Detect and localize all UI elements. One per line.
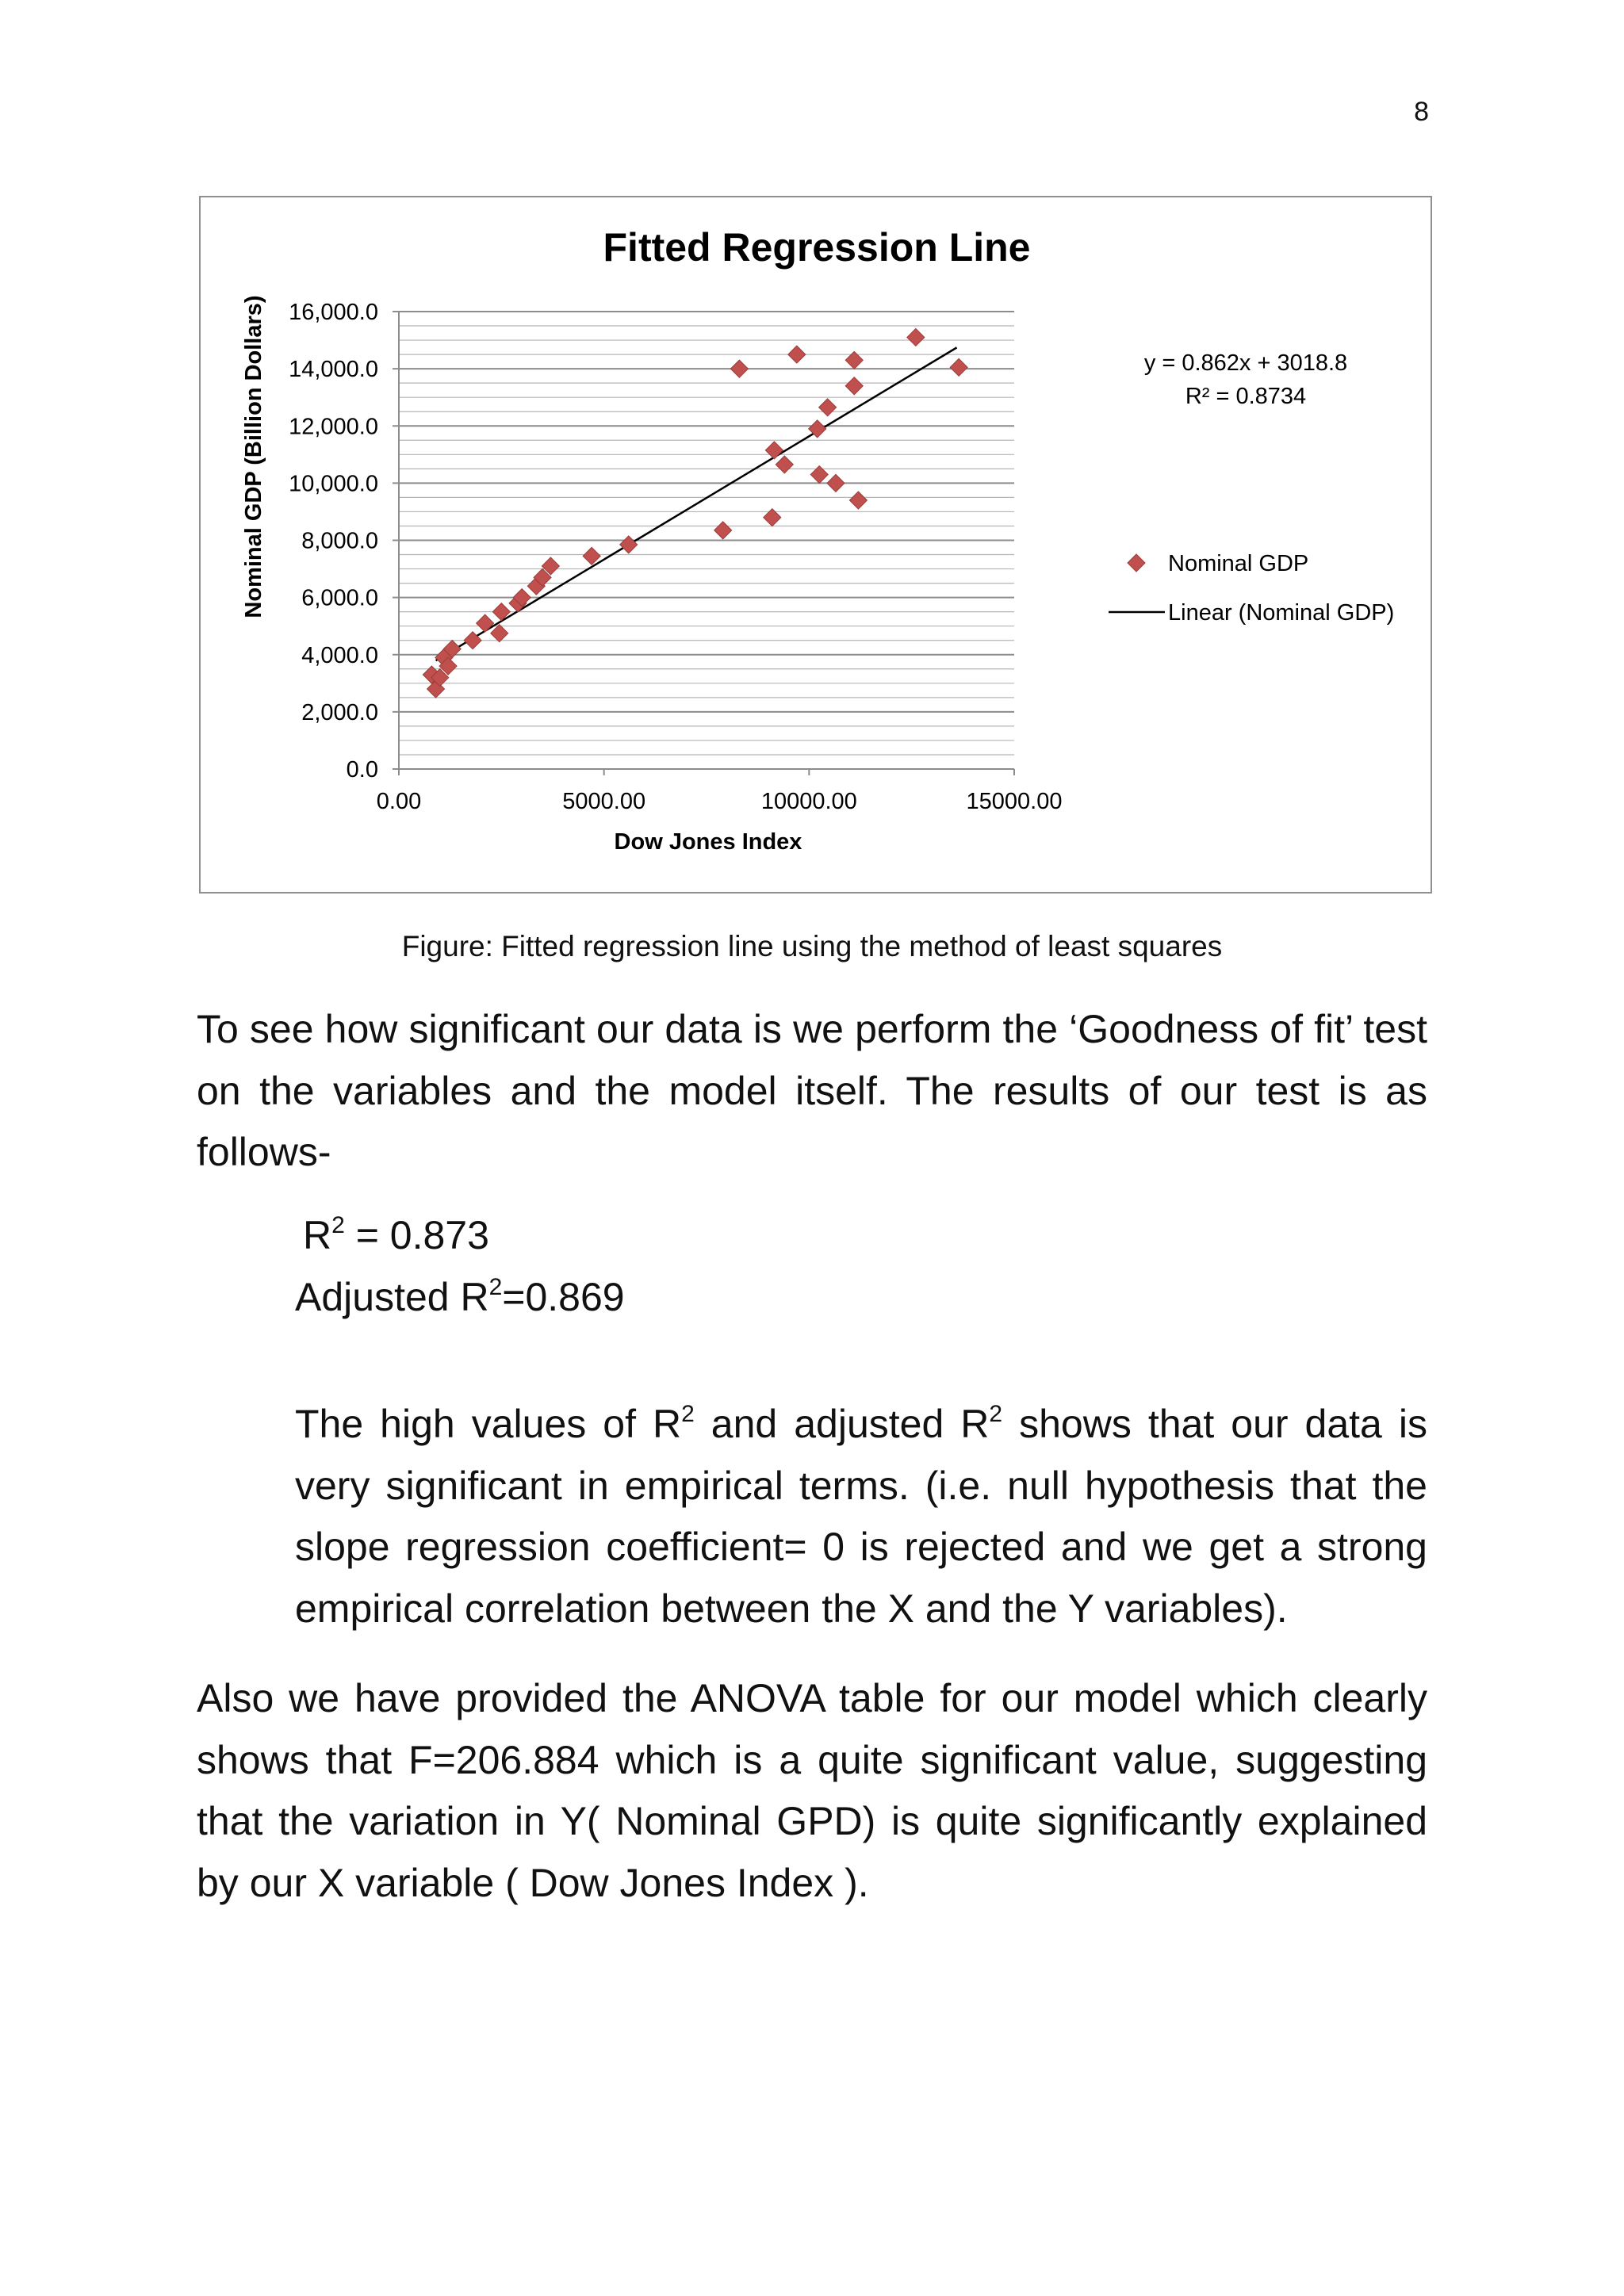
axes <box>393 312 1014 775</box>
adjusted-r-squared-value: =0.869 <box>502 1275 625 1319</box>
data-point <box>714 522 732 539</box>
legend <box>1109 551 1394 626</box>
data-point <box>845 377 863 395</box>
legend-marker-diamond <box>1128 554 1145 572</box>
trendline <box>436 347 957 660</box>
superscript: 2 <box>331 1212 345 1238</box>
data-point <box>827 474 845 492</box>
r-squared-result <box>303 1212 489 1258</box>
paragraph-text-last-line: follows- <box>197 1130 331 1174</box>
superscript: 2 <box>989 1401 1003 1427</box>
data-point <box>907 328 925 346</box>
y-tick-label: 14,000.0 <box>289 357 378 383</box>
paragraph-goodness-of-fit <box>197 999 1427 1184</box>
data-point <box>477 614 494 632</box>
data-points <box>423 328 967 698</box>
x-axis-label: Dow Jones Index <box>614 829 802 855</box>
paragraph-interpretation <box>295 1394 1427 1640</box>
paragraph-text-last-line: empirical correlation between the X and the Y variables). <box>295 1586 1288 1631</box>
superscript: 2 <box>681 1401 695 1427</box>
data-point <box>730 360 748 377</box>
paragraph-text: and adjusted R <box>694 1402 990 1446</box>
data-point <box>788 346 806 363</box>
chart-frame <box>199 196 1432 894</box>
paragraph-text-last-line: by our X variable ( Dow Jones Index ). <box>197 1860 869 1905</box>
x-tick-label: 5000.00 <box>562 789 646 814</box>
trendline-r-squared: R² = 0.8734 <box>1185 384 1307 409</box>
y-tick-label: 12,000.0 <box>289 414 378 440</box>
paragraph-text: To see how significant our data is we perform the ‘Goodness of fit’ test on the variables and the model itself. The results of our test is as <box>197 1007 1427 1113</box>
gridlines <box>399 312 1014 755</box>
data-point <box>620 536 638 553</box>
figure-caption: Figure: Fitted regression line using the method of least squares <box>401 930 1223 962</box>
x-tick-label: 0.00 <box>376 789 422 814</box>
paragraph-text: shows that our data is very significant in empirical terms. (i.e. null hypothesis that the slope regression coefficient= 0 is rejected and we get a strong <box>295 1402 1427 1569</box>
y-tick-label: 8,000.0 <box>301 528 378 554</box>
paragraph-text: Also we have provided the ANOVA table for our model which clearly shows that F=206.884 which is a quite significant value, suggesting that the variation in Y( Nominal GPD) is quite significantly explained <box>197 1676 1427 1843</box>
data-point <box>849 492 867 509</box>
adjusted-r-squared-result <box>295 1274 625 1320</box>
adjusted-r-squared-symbol: Adjusted R <box>295 1275 489 1319</box>
scatter-chart <box>201 197 1434 895</box>
y-tick-label: 2,000.0 <box>301 699 378 725</box>
data-point <box>776 456 793 473</box>
paragraph-text: The high values of R <box>295 1402 682 1446</box>
tick-labels <box>289 300 1062 814</box>
superscript: 2 <box>488 1274 503 1300</box>
y-axis-label: Nominal GDP (Billion Dollars) <box>241 295 266 618</box>
page-number: 8 <box>1414 97 1429 127</box>
y-tick-label: 16,000.0 <box>289 300 378 325</box>
y-tick-label: 10,000.0 <box>289 471 378 497</box>
y-tick-label: 6,000.0 <box>301 585 378 611</box>
trendline-equation: y = 0.862x + 3018.8 <box>1143 350 1348 376</box>
r-squared-symbol: R <box>303 1213 332 1257</box>
data-point <box>819 399 837 416</box>
data-point <box>765 442 783 459</box>
y-tick-label: 4,000.0 <box>301 642 378 668</box>
chart-title: Fitted Regression Line <box>603 225 1031 270</box>
x-tick-label: 10000.00 <box>760 789 857 814</box>
r-squared-value: = 0.873 <box>344 1213 489 1257</box>
x-tick-label: 15000.00 <box>966 789 1063 814</box>
y-tick-label: 0.0 <box>346 757 378 783</box>
data-point <box>950 358 967 376</box>
legend-label-linear: Linear (Nominal GDP) <box>1168 600 1395 626</box>
paragraph-anova <box>197 1668 1427 1914</box>
legend-label-nominal-gdp: Nominal GDP <box>1168 551 1309 576</box>
